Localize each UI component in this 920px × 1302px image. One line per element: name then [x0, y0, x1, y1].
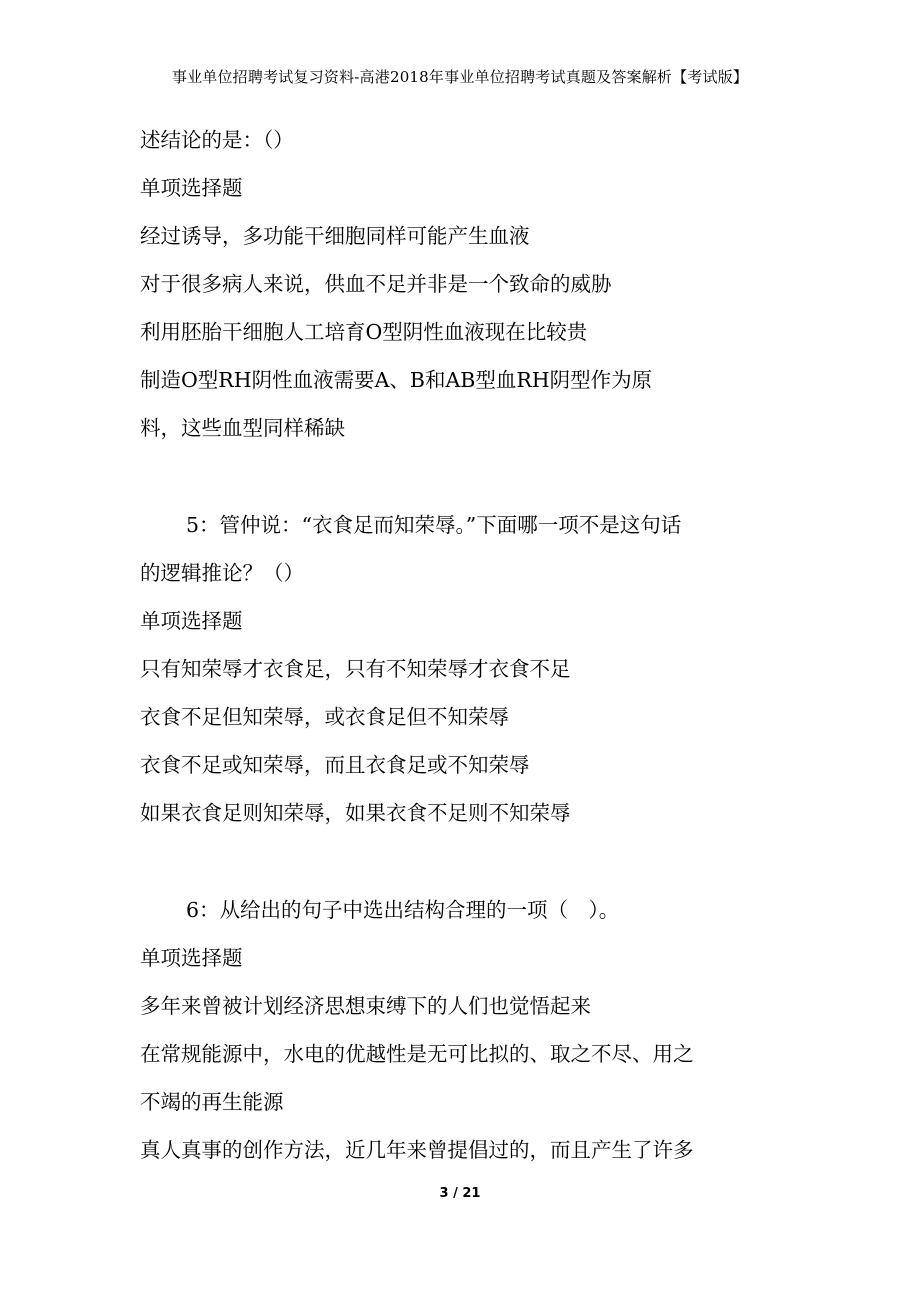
question-4-option-c: 利用胚胎干细胞人工培育O型阴性血液现在比较贵	[140, 320, 588, 344]
question-5-type: 单项选择题	[140, 609, 243, 633]
question-4-stem-end: 述结论的是：（）	[140, 128, 294, 152]
page-number: 3 / 21	[439, 1186, 481, 1201]
question-5-option-a: 只有知荣辱才衣食足，只有不知荣辱才衣食不足	[140, 657, 571, 681]
question-6-option-a: 多年来曾被计划经济思想束缚下的人们也觉悟起来	[140, 994, 591, 1018]
question-4-option-a: 经过诱导，多功能干细胞同样可能产生血液	[140, 224, 530, 248]
question-6-option-c: 真人真事的创作方法，近几年来曾提倡过的，而且产生了许多	[140, 1138, 694, 1162]
question-5-option-b: 衣食不足但知荣辱，或衣食足但不知荣辱	[140, 705, 509, 729]
question-6-option-b: 在常规能源中，水电的优越性是无可比拟的、取之不尽、用之	[140, 1042, 694, 1066]
spacer	[140, 452, 780, 501]
question-5-option-d: 如果衣食足则知荣辱，如果衣食不足则不知荣辱	[140, 801, 571, 825]
page-header: 事业单位招聘考试复习资料-高港2018年事业单位招聘考试真题及答案解析【考试版】	[171, 68, 749, 86]
question-6-stem: 6：从给出的句子中选出结构合理的一项（ ）。	[186, 898, 620, 922]
question-5-stem-cont: 的逻辑推论？（）	[140, 561, 304, 585]
question-4-option-d: 制造O型RH阴性血液需要A、B和AB型血RH阴型作为原	[140, 368, 653, 392]
question-4-option-d-cont: 料，这些血型同样稀缺	[140, 416, 345, 440]
question-4-option-b: 对于很多病人来说，供血不足并非是一个致命的威胁	[140, 272, 612, 296]
question-5-option-c: 衣食不足或知荣辱，而且衣食足或不知荣辱	[140, 753, 530, 777]
question-5-stem: 5：管仲说：“衣食足而知荣辱。”下面哪一项不是这句话	[186, 513, 682, 537]
question-4-type: 单项选择题	[140, 176, 243, 200]
question-6-type: 单项选择题	[140, 946, 243, 970]
spacer	[140, 837, 780, 886]
document-body	[140, 116, 780, 1174]
question-6-option-b-cont: 不竭的再生能源	[140, 1090, 284, 1114]
